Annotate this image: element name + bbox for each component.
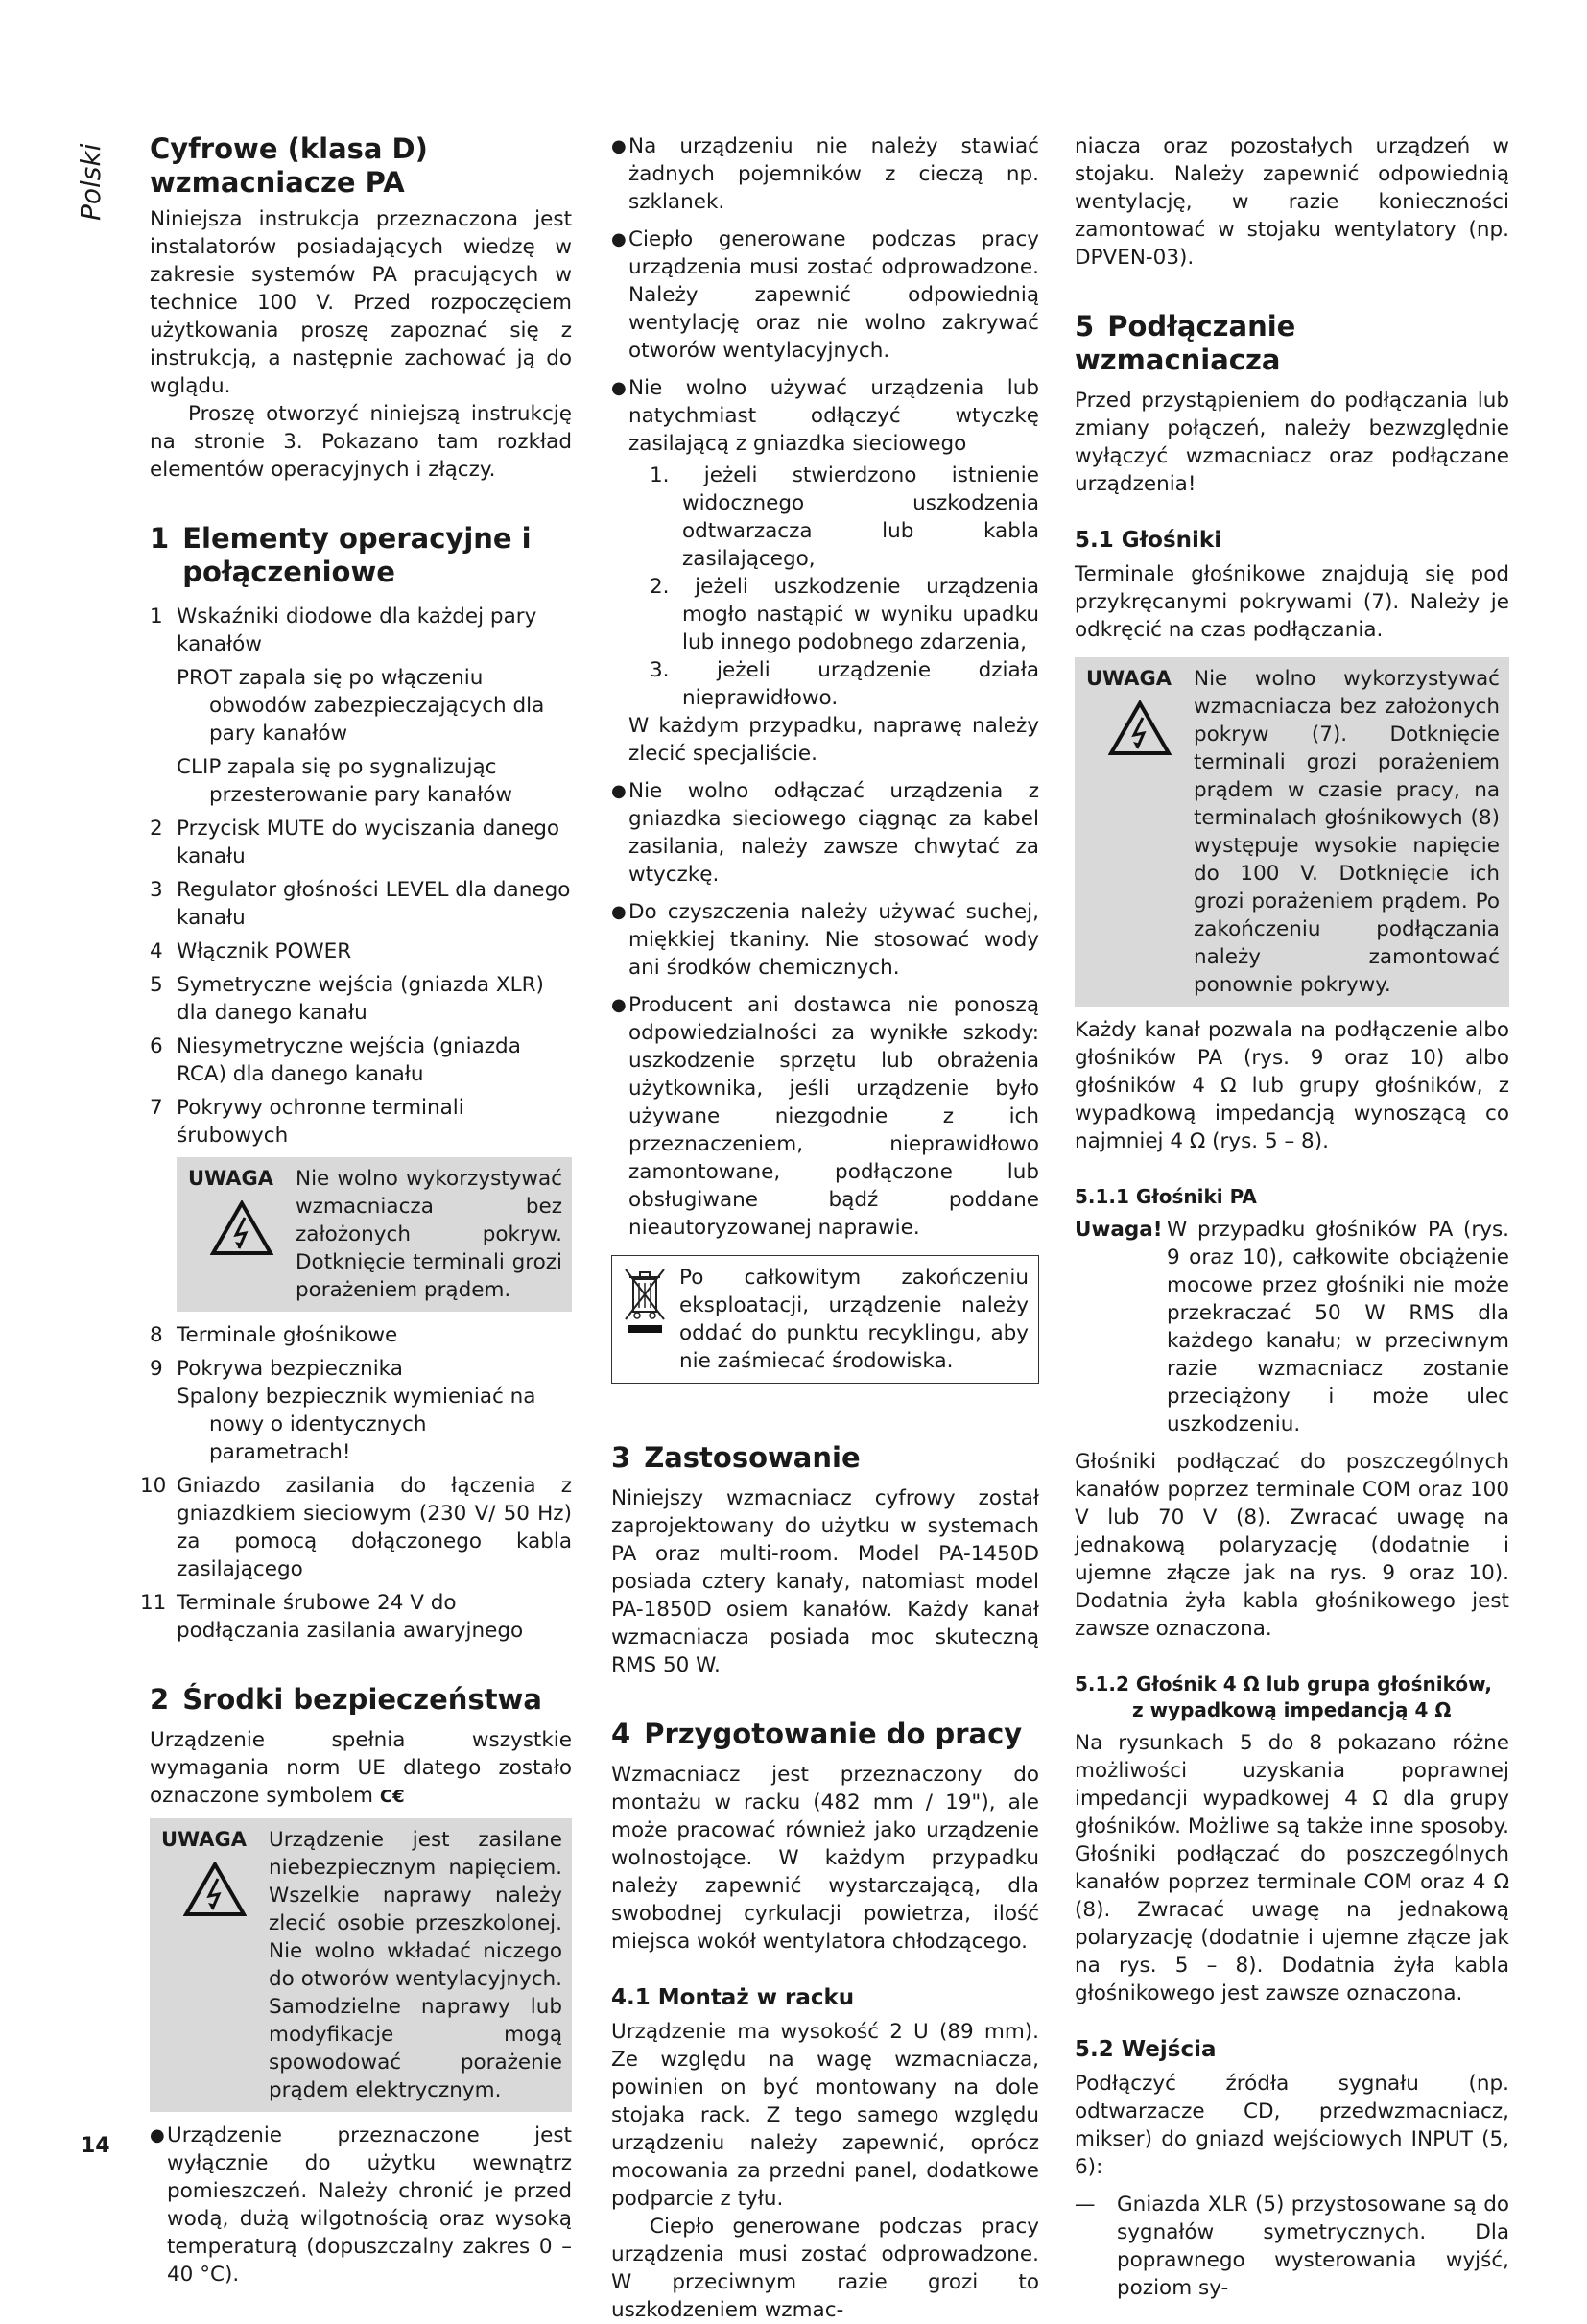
dash-item <box>1075 2191 1509 2302</box>
recycling-text: Po całkowitym zakończeniu eksploatacji, urządzenie należy oddać do punktu recyklingu, aby nie zaśmiecać środowiska. <box>679 1266 1029 1373</box>
item-number: 4 <box>150 939 163 963</box>
dash-marker: — <box>1075 2193 1096 2217</box>
clip-description: CLIP zapala się po sygnalizując przesterowanie pary kanałów <box>177 755 512 807</box>
bullet-item <box>611 132 1039 216</box>
note-label: Uwaga! <box>1075 1218 1163 1242</box>
note-text: W przypadku głośników PA (rys. 9 oraz 10), całkowite obciążenie mocowe przez głośniki nie może przekraczać 50 W RMS dla każdego kanału; w przeciwnym razie wzmacniacz zostanie przeciążony i może ulec uszkodzeniu. <box>1167 1218 1509 1436</box>
section-4-text: Wzmacniacz jest przeznaczony do montażu w racku (482 mm / 19"), ale może pracować również jako urządzenie wolnostojące. W każdym przypadku należy zapewnić wystarczającą, dla swobodnej cyrkulacji powietrza, ilość miejsca wokół wentylatora chłodzącego. <box>611 1763 1039 1954</box>
item-text: Symetryczne wejścia (gniazda XLR) dla danego kanału <box>177 973 544 1025</box>
high-voltage-warning-icon <box>1108 700 1172 756</box>
subsection-5-1-1-heading: 5.1.1 Głośniki PA <box>1075 1185 1257 1208</box>
fuse-note: Spalony bezpiecznik wymieniać na nowy o identycznych parametrach! <box>177 1385 536 1464</box>
bullet-text: Na urządzeniu nie należy stawiać żadnych pojemników z cieczą np. szklanek. <box>628 134 1039 214</box>
warning-box <box>177 1157 572 1312</box>
subsection-4-1-heading: 4.1 Montaż w racku <box>611 1985 855 2010</box>
bullet-text: Do czyszczenia należy używać suchej, miękkiej tkaniny. Nie stosować wody ani środków chemicznych. <box>628 900 1039 980</box>
section-title: Środki bezpieczeństwa <box>182 1683 542 1716</box>
title-line-1: Cyfrowe (klasa D) <box>150 132 428 165</box>
section-3-heading <box>611 1441 1039 1475</box>
section-number: 2 <box>150 1683 170 1716</box>
item-text: Regulator głośności LEVEL dla danego kanału <box>177 878 571 930</box>
item-number: 6 <box>150 1034 163 1058</box>
item-number: 3 <box>150 878 163 902</box>
intro-paragraph: Niniejsza instrukcja przeznaczona jest instalatorów posiadających wiedzę w zakresie systemów PA pracujących w technice 100 V. Przed rozpoczęciem użytkowania proszę zapoznać się z instrukcją, a następnie zachować ją do wglądu. <box>150 207 572 398</box>
subsection-5-2-text: Podłączyć źródła sygnału (np. odtwarzacze CD, przedwzmacniacz, mikser) do gniazd wejściowych INPUT (5, 6): <box>1075 2072 1509 2179</box>
section-5-text: Przed przystąpieniem do podłączania lub zmiany połączeń, należy bezwzględnie wyłączyć wzmacniacz oraz podłączane urządzenia! <box>1075 389 1509 496</box>
section-4-heading <box>611 1718 1039 1751</box>
section-2-heading <box>150 1683 572 1717</box>
section-number: 4 <box>611 1718 631 1750</box>
section-number: 5 <box>1075 310 1095 343</box>
subsection-5-1-1-text: Głośniki podłączać do poszczególnych kanałów poprzez terminale COM oraz 100 V lub 70 V (8). Zwracać uwagę na jednakową polaryzację (dodatnie i ujemne złącze jak na rys. 9 oraz 10). Dodatnia żyła kabla głośnikowego jest zawsze oznaczona. <box>1075 1450 1509 1641</box>
item-text: Gniazdo zasilania do łączenia z gniazdkiem sieciowym (230 V/ 50 Hz) za pomocą dołączonego kabla zasilającego <box>177 1474 572 1581</box>
section-1-heading <box>150 522 572 589</box>
ce-mark: C€ <box>379 1787 405 1807</box>
bullet-text: Nie wolno używać urządzenia lub natychmiast odłączyć wtyczkę zasilającą z gniazdka sieciowego <box>628 376 1039 456</box>
list-item <box>140 1589 572 1645</box>
warning-text: Nie wolno wykorzystywać wzmacniacza bez założonych pokryw. Dotknięcie terminali grozi porażeniem prądem. <box>296 1167 562 1302</box>
prot-description: PROT zapala się po włączeniu obwodów zabezpieczających dla pary kanałów <box>177 666 545 746</box>
language-tab: Polski <box>75 143 107 221</box>
bullet-item <box>611 898 1039 982</box>
subsection-5-1-2-text: Na rysunkach 5 do 8 pokazano różne możliwości uzyskania poprawnej impedancji wypadkowej 4 Ω dla grupy głośników. Możliwe są także inne sposoby. Głośniki podłączać do poszczególnych kanałów poprzez terminale COM oraz 4 Ω (8). Zwracać uwagę na jednakową polaryzację (dodatnie i ujemne złącze jak na rys. 5 – 8). Dodatnia żyła kabla głośnikowego jest zawsze oznaczona. <box>1075 1731 1509 2005</box>
subsection-5-2-heading: 5.2 Wejścia <box>1075 2037 1217 2062</box>
title-line-2: wzmacniacze PA <box>150 166 405 199</box>
bullet-icon: ● <box>611 902 627 922</box>
heading-line-2: z wypadkową impedancją 4 Ω <box>1132 1698 1452 1721</box>
heading-line-1: 5.1.2 Głośnik 4 Ω lub grupa głośników, <box>1075 1672 1492 1696</box>
item-number: 8 <box>150 1323 163 1347</box>
item-text: Niesymetryczne wejścia (gniazda RCA) dla danego kanału <box>177 1034 521 1086</box>
list-item <box>150 815 572 870</box>
bullet-item <box>611 991 1039 1242</box>
continued-text: niacza oraz pozostałych urządzeń w stojaku. Należy zapewnić odpowiednią wentylację, w razie konieczności zamontować w stojaku wentylatory (np. DPVEN-03). <box>1075 134 1509 270</box>
item-text: Pokrywy ochronne terminali śrubowych <box>177 1096 464 1148</box>
bullet-text: W każdym przypadku, naprawę należy zlecić specjaliście. <box>628 714 1039 766</box>
page-number: 14 <box>81 2134 110 2158</box>
bullet-icon: ● <box>150 2125 165 2146</box>
bullet-text: Nie wolno odłączać urządzenia z gniazdka sieciowego ciągnąc za kabel zasilania, należy zawsze chwytać za wtyczkę. <box>628 779 1039 887</box>
bullet-text: Urządzenie przeznaczone jest wyłącznie do użytku wewnątrz pomieszczeń. Należy chronić je przed wodą, dużą wilgotnością oraz wysoką temperaturą (dopuszczalny zakres 0 – 40 °C). <box>167 2123 572 2287</box>
item-number: 1 <box>150 605 163 628</box>
condition-item: 1. jeżeli stwierdzono istnienie widocznego uszkodzenia odtwarzacza lub kabla zasilającego, <box>650 463 1039 571</box>
list-item <box>150 971 572 1027</box>
list-item <box>150 1321 572 1349</box>
bullet-item <box>611 777 1039 889</box>
item-number: 11 <box>140 1591 167 1615</box>
list-item <box>150 1094 572 1150</box>
bullet-icon: ● <box>611 136 627 156</box>
section-3-text: Niniejszy wzmacniacz cyfrowy został zaprojektowany do użytku w systemach PA oraz multi-room. Model PA-1450D posiada cztery kanały, natomiast model PA-1850D osiem kanałów. Każdy kanał wzmacniacza posiada moc skuteczną RMS 50 W. <box>611 1486 1039 1677</box>
list-item <box>150 876 572 932</box>
section-title: Przygotowanie do pracy <box>644 1718 1023 1750</box>
warning-text: Urządzenie jest zasilane niebezpiecznym napięciem. Wszelkie naprawy należy zlecić osobie przeszkolonej. Nie wolno wkładać niczego do otworów wentylacyjnych. Samodzielne naprawy lub modyfikacje mogą spowodować porażenie prądem elektrycznym. <box>269 1828 562 2102</box>
list-item <box>150 1355 572 1466</box>
column-3 <box>1075 132 1509 2302</box>
section-title: Zastosowanie <box>644 1441 861 1474</box>
warning-label: UWAGA <box>161 1828 248 1851</box>
dash-text: Gniazda XLR (5) przystosowane są do sygnałów symetrycznych. Dla poprawnego wysterowania wyjść, poziom sy- <box>1117 2193 1509 2300</box>
section-number: 1 <box>150 522 170 555</box>
item-number: 7 <box>150 1096 163 1120</box>
bullet-item <box>611 225 1039 365</box>
item-text: Terminale głośnikowe <box>177 1323 398 1347</box>
warning-text: Nie wolno wykorzystywać wzmacniacza bez założonych pokryw (7). Dotknięcie terminali grozi porażeniem prądem w czasie pracy, na terminalach głośnikowych (8) występuje wysokie napięcie do 100 V. Dotknięcie ich grozi porażeniem prądem. Po zakończeniu podłączania należy zamontować ponownie pokrywy. <box>1194 667 1500 997</box>
bullet-icon: ● <box>611 229 627 249</box>
intro-paragraph-2: Proszę otworzyć niniejszą instrukcję na stronie 3. Pokazano tam rozkład elementów operacyjnych i złączy. <box>150 402 572 482</box>
section-5-heading <box>1075 310 1509 377</box>
document-title <box>150 132 572 200</box>
list-item <box>150 937 572 965</box>
recycling-box <box>611 1255 1039 1384</box>
section-title: Elementy operacyjne i połączeniowe <box>182 522 532 588</box>
condition-item: 2. jeżeli uszkodzenie urządzenia mogło nastąpić w wyniku upadku lub innego podobnego zdarzenia, <box>650 575 1039 654</box>
section-2-sentence: Urządzenie spełnia wszystkie wymagania norm UE dlatego zostało oznaczone symbolem <box>150 1728 572 1808</box>
item-text: Wskaźniki diodowe dla każdej pary kanałów <box>177 605 537 656</box>
list-item <box>150 603 572 809</box>
warning-label: UWAGA <box>188 1167 274 1190</box>
list-item <box>140 1472 572 1583</box>
warning-label: UWAGA <box>1086 667 1172 690</box>
section-2-text <box>150 1726 572 1811</box>
elements-list <box>140 603 572 1645</box>
list-item <box>150 1032 572 1088</box>
bullet-text: Ciepło generowane podczas pracy urządzenia musi zostać odprowadzone. Należy zapewnić odpowiednią wentylację oraz nie wolno zakrywać otworów wentylacyjnych. <box>628 227 1039 363</box>
subsection-4-1-text: Urządzenie ma wysokość 2 U (89 mm). Ze względu na wagę wzmacniacza, powinien on być montowany na dole stojaka rack. Z tego samego względu urządzeniu należy zapewnić, oprócz mocowania za przedni panel, dodatkowe podparcie z tyłu. <box>611 2020 1039 2211</box>
bullet-icon: ● <box>611 781 627 801</box>
bullet-icon: ● <box>611 995 627 1015</box>
high-voltage-warning-icon <box>183 1862 247 1917</box>
item-number: 9 <box>150 1357 163 1381</box>
high-voltage-warning-icon <box>210 1200 273 1256</box>
column-1 <box>140 132 572 2288</box>
item-number: 10 <box>140 1474 167 1498</box>
warning-box <box>1075 657 1509 1007</box>
item-text: Włącznik POWER <box>177 939 352 963</box>
column-2 <box>611 132 1039 2324</box>
subsection-5-1-heading: 5.1 Głośniki <box>1075 528 1222 553</box>
condition-item: 3. jeżeli urządzenie działa nieprawidłowo. <box>650 658 1039 710</box>
bullet-icon: ● <box>611 378 627 398</box>
item-number: 2 <box>150 817 163 841</box>
item-text: Terminale śrubowe 24 V do podłączania zasilania awaryjnego <box>177 1591 524 1643</box>
note-block <box>1075 1216 1509 1438</box>
subsection-4-1-text-2: Ciepło generowane podczas pracy urządzenia musi zostać odprowadzone. W przeciwnym razie grozi to uszkodzeniem wzmac- <box>611 2215 1039 2322</box>
crossed-bin-icon <box>622 1264 668 1340</box>
bullet-item <box>611 374 1039 768</box>
bullet-text: Producent ani dostawca nie ponoszą odpowiedzialności za wynikłe szkody: uszkodzenie sprzętu lub obrażenia użytkownika, jeśli urządzenie było używane niezgodnie z ich przeznaczeniem, nieprawidłowo zamontowane, podłączone lub obsługiwane bądź poddane nieautoryzowanej naprawie. <box>628 993 1039 1240</box>
warning-box <box>150 1818 572 2112</box>
section-title: Podłączanie wzmacniacza <box>1075 310 1296 376</box>
subsection-5-1-text: Terminale głośnikowe znajdują się pod przykręcanymi pokrywami (7). Należy je odkręcić na czas podłączania. <box>1075 562 1509 642</box>
item-text: Przycisk MUTE do wyciszania danego kanału <box>177 817 560 868</box>
bullet-item <box>150 2122 572 2288</box>
item-text: Pokrywa bezpiecznika <box>177 1357 403 1381</box>
section-number: 3 <box>611 1441 631 1474</box>
subsection-5-1-2-heading <box>1075 1672 1509 1723</box>
subsection-5-1-text-2: Każdy kanał pozwala na podłączenie albo głośników PA (rys. 9 oraz 10) albo głośników 4 Ω lub grupy głośników, z wypadkową impedancją wynoszącą co najmniej 4 Ω (rys. 5 – 8). <box>1075 1018 1509 1153</box>
item-number: 5 <box>150 973 163 997</box>
